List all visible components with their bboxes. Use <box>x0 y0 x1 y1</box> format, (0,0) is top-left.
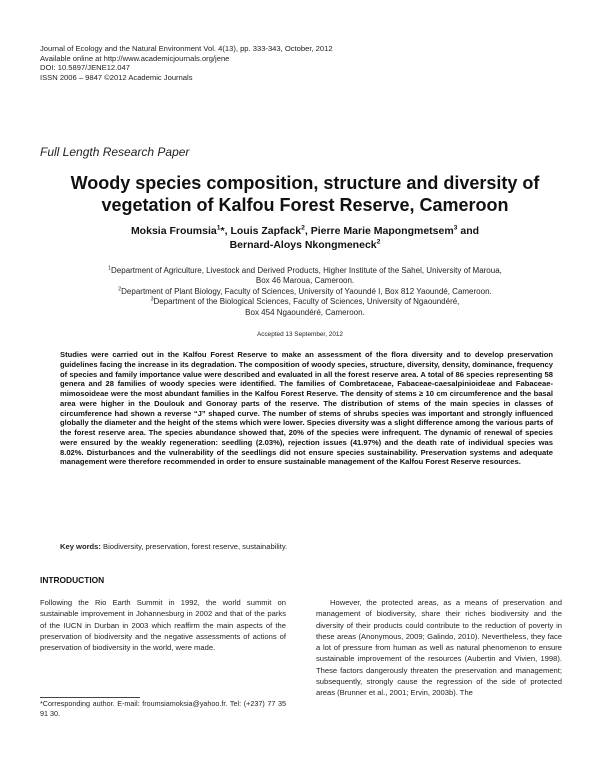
paper-title: Woody species composition, structure and diversity of vegetation of Kalfou Forest Reserve, Cameroon <box>70 173 540 215</box>
affiliation-mark: 2 <box>118 286 122 293</box>
author-separator: and <box>457 225 480 237</box>
affiliation-3-cont: Box 454 Ngaoundéré, Cameroon. <box>245 307 365 317</box>
affiliation-text: Department of Agriculture, Livestock and Derived Products, Higher Institute of the Sahel, University of Maroua, <box>111 266 502 275</box>
keywords-text: Biodiversity, preservation, forest reserve, sustainability. <box>100 542 288 551</box>
affiliation-3 <box>50 297 560 307</box>
author-affiliation-mark: 3 <box>453 224 458 232</box>
author-affiliation-mark: 2 <box>301 224 305 232</box>
author-separator: , <box>304 225 311 237</box>
author-affiliation-mark: 1 <box>216 224 221 232</box>
journal-citation: Journal of Ecology and the Natural Environment Vol. 4(13), pp. 333-343, October, 2012 <box>40 44 333 53</box>
author-affiliation-mark: 2 <box>376 238 381 246</box>
intro-right-column: However, the protected areas, as a means of preservation and management of biodiversity, share their riches biodiversity and the diversity of their products could contribute to the reduction of poverty in these areas (Anonymous, 2009; Galindo, 2010). Nevertheless, they face a lot of pressure from human as well as natural phenomenon to ensure sustainable improvement of the resources (Aubertin and Vivien, 1998). These factors dangerously threaten the preservation and management; subsequently, strongly cause the regression of the side of protected areas (Brunner et al., 2001; Ervin, 2003b). The <box>316 598 562 697</box>
journal-doi: DOI: 10.5897/JENE12.047 <box>40 63 130 73</box>
journal-issn: ISSN 2006 – 9847 ©2012 Academic Journals <box>40 72 193 82</box>
affiliation-1 <box>50 266 560 276</box>
affiliation-text: Department of the Biological Sciences, Faculty of Sciences, University of Ngaoundéré, <box>153 297 460 307</box>
author-name: Louis Zapfack <box>230 225 302 237</box>
affiliations <box>50 266 560 318</box>
corresponding-mark: * <box>220 225 225 237</box>
affiliation-text: Department of Plant Biology, Faculty of Sciences, University of Yaoundé I, Box 812 Yaoundé, Cameroon. <box>121 286 492 296</box>
author-name: Pierre Marie Mapongmetsem <box>310 225 454 237</box>
author-name: Moksia Froumsia <box>130 225 217 237</box>
keywords <box>60 542 553 551</box>
footnote-divider <box>40 697 140 698</box>
corresponding-author-footnote: *Corresponding author. E-mail: froumsiamoksia@yahoo.fr. Tel: (+237) 77 35 91 30. <box>40 699 286 718</box>
accepted-date: Accepted 13 September, 2012 <box>257 331 343 338</box>
paper-type: Full Length Research Paper <box>40 145 190 159</box>
journal-url: Available online at http://www.academicjournals.org/jene <box>40 53 230 63</box>
author-list <box>90 224 520 252</box>
author-name: Bernard-Aloys Nkongmeneck <box>229 239 377 251</box>
affiliation-mark: 3 <box>150 296 154 303</box>
section-heading-introduction: INTRODUCTION <box>40 575 105 585</box>
journal-header <box>40 44 333 82</box>
abstract: Studies were carried out in the Kalfou Forest Reserve to make an assessment of the flora diversity and to develop preservation guidelines facing the increase in its degradation. The composition of woody species, structure, diversity, density, dominance, frequency of species and family importance value were described and evaluated in all the forest reserve area. A total of 86 species representing 58 genera and 28 families of woody species were identified. The families of Combretaceae, Fabaceae-caesalpinioideae and Fabaceae-mimosoideae were the most abundant families in the Kalfou Forest Reserve. The density of stems ≥ 10 cm circumference and the basal area were higher in the Doulouk and Gonoray parts of the reserve. The distribution of stems of the main species in classes of circumference had shown a reverse “J” shaped curve. The number of stems of shrubs species was important and strongly influenced globally the diameter and the height of the stems which were lower. Species diversity was a slight difference among the various parts of the forest reserve area. The species abundance showed that, 20% of the species were infrequent. The dynamic of renewal of species were ensured by the weakly regeneration: seedling (2.03%), rejection issues (41.97%) and the death rate of individual species was 8.02%. Disturbances and the vulnerability of the seedlings did not ensure species sustainability. Preservation systems and adequate management were therefore recommended in order to ensure sustainable management of the Kalfou Forest Reserve resources. <box>60 350 553 467</box>
keywords-label: Key words: <box>60 542 101 551</box>
affiliation-mark: 1 <box>108 265 112 272</box>
intro-left-column: Following the Rio Earth Summit in 1992, the world summit on sustainable improvement in Johannesburg in 2002 and that of the parks of the IUCN in Durban in 2003 which reaffirm the main aspects of the preservation of biodiversity and the negative assessments of actions of preservation of biodiversity in the world, were made. <box>40 598 286 652</box>
affiliation-2 <box>50 287 560 297</box>
affiliation-1-cont: Box 46 Maroua, Cameroon. <box>255 276 355 286</box>
author-separator: , <box>224 225 231 237</box>
